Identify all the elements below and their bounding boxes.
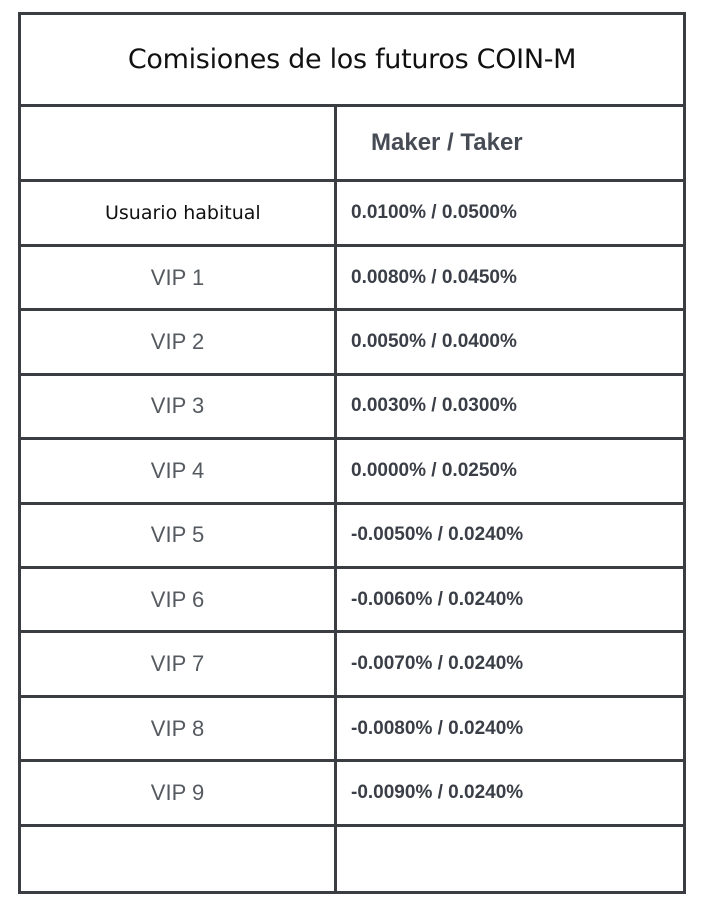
tier-label — [21, 827, 337, 891]
table-row — [21, 762, 683, 826]
fee-value — [337, 827, 683, 891]
table-row — [21, 698, 683, 762]
table-title: Comisiones de los futuros COIN-M — [21, 15, 683, 107]
fee-value: 0.0050% / 0.0400% — [351, 331, 517, 352]
tier-label: VIP 2 — [21, 311, 337, 372]
fee-value: 0.0100% / 0.0500% — [351, 202, 517, 224]
fee-value: -0.0060% / 0.0240% — [351, 588, 524, 610]
tier-label: VIP 4 — [21, 440, 337, 501]
header-label-cell — [21, 107, 337, 179]
tier-label: VIP 8 — [21, 698, 337, 759]
tier-label: Usuario habitual — [21, 182, 337, 243]
table-row — [21, 311, 683, 375]
tier-label: VIP 6 — [21, 569, 337, 630]
table-row — [21, 440, 683, 504]
table-header-row — [21, 107, 683, 182]
table-row — [21, 827, 683, 891]
header-maker-taker: Maker / Taker — [371, 129, 523, 157]
tier-label: VIP 7 — [21, 633, 337, 694]
fee-value: -0.0070% / 0.0240% — [351, 653, 524, 675]
fee-value: 0.0080% / 0.0450% — [351, 266, 517, 288]
tier-label: VIP 5 — [21, 505, 337, 566]
fee-value: -0.0090% / 0.0240% — [351, 782, 524, 804]
tier-label: VIP 3 — [21, 376, 337, 437]
table-row — [21, 569, 683, 633]
table-row — [21, 633, 683, 697]
table-row — [21, 182, 683, 246]
fee-value: -0.0050% / 0.0240% — [351, 524, 524, 546]
fee-value: 0.0030% / 0.0300% — [351, 395, 517, 417]
table-row — [21, 505, 683, 569]
fee-value: -0.0080% / 0.0240% — [351, 717, 524, 739]
table-row — [21, 376, 683, 440]
table-row — [21, 247, 683, 311]
tier-label: VIP 1 — [21, 247, 337, 308]
fee-value: 0.0000% / 0.0250% — [351, 459, 517, 481]
tier-label: VIP 9 — [21, 762, 337, 823]
fee-table — [18, 12, 686, 894]
